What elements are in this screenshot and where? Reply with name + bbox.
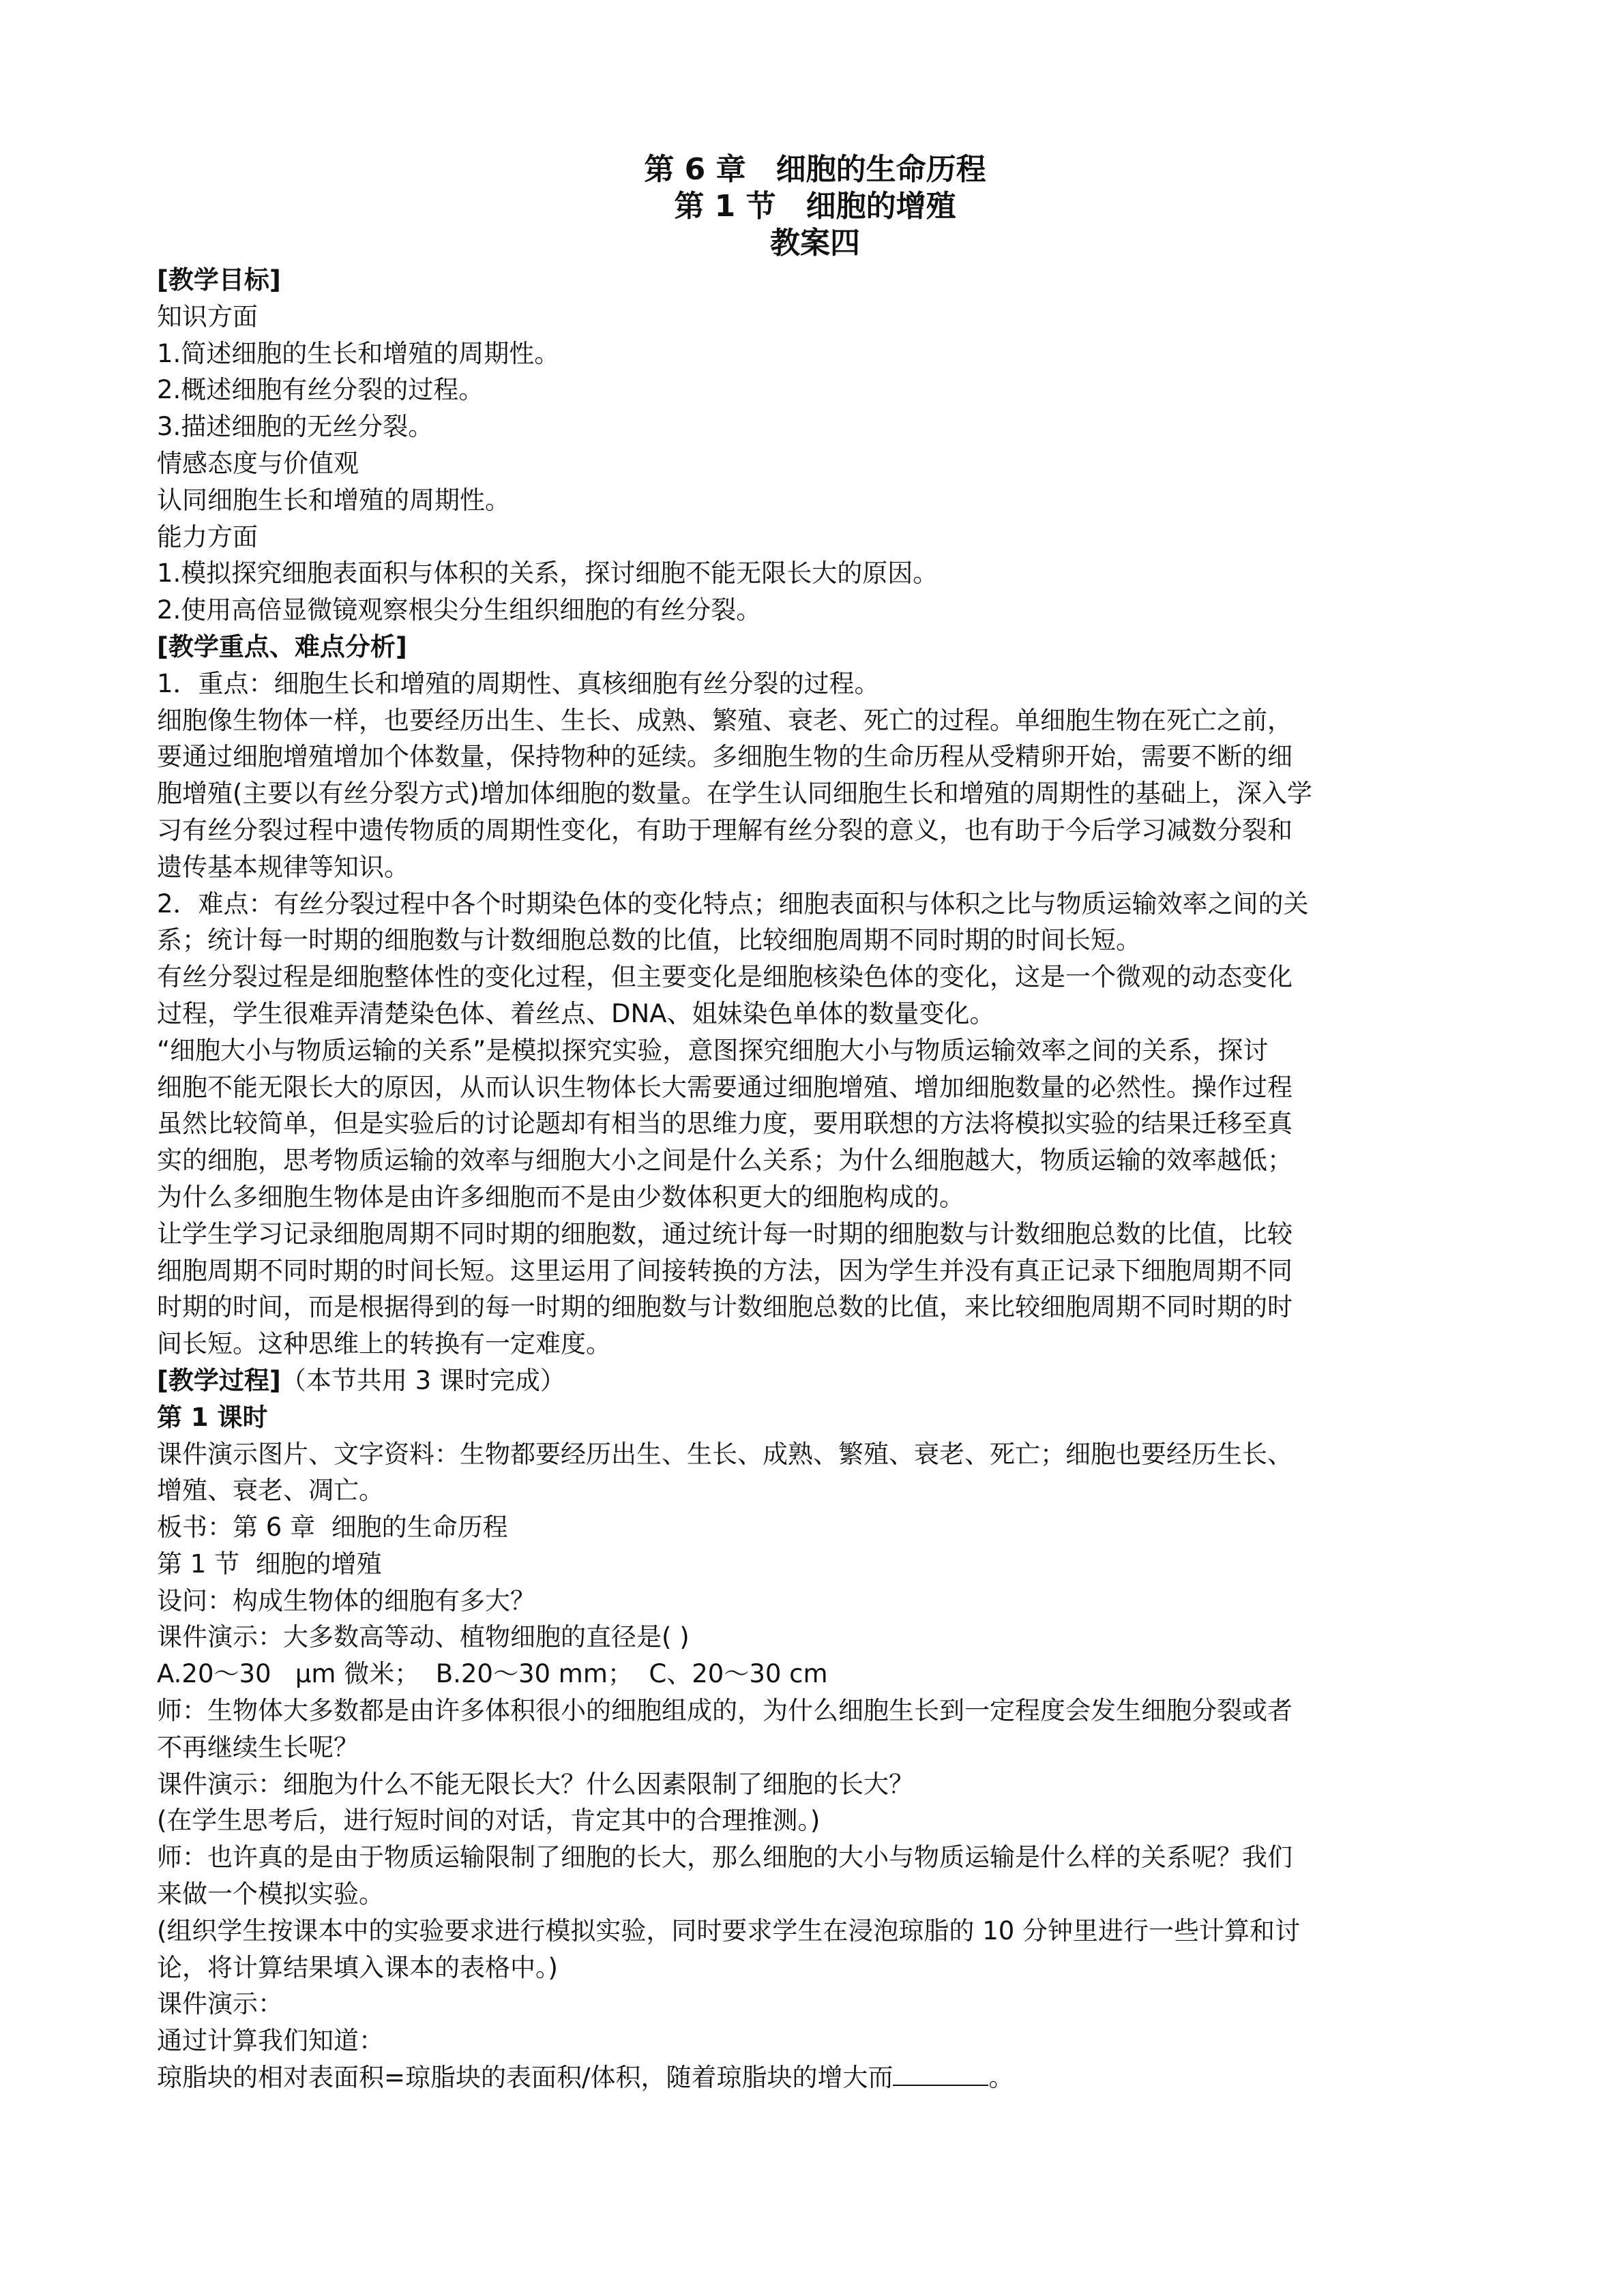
key-point-text-line: 习有丝分裂过程中遗传物质的周期性变化，有助于理解有丝分裂的意义，也有助于今后学习减数分裂和	[157, 815, 1293, 845]
process-line: 课件演示图片、文字资料：生物都要经历出生、生长、成熟、繁殖、衰老、死亡；细胞也要经历生长、	[157, 1439, 1293, 1469]
difficulty-text-line: 细胞周期不同时期的时间长短。这里运用了间接转换的方法，因为学生并没有真正记录下细胞周期不同	[157, 1255, 1293, 1285]
process-line: 设问：构成生物体的细胞有多大？	[157, 1585, 535, 1615]
ability-item: 2.使用高倍显微镜观察根尖分生组织细胞的有丝分裂。	[157, 595, 762, 625]
process-line: (组织学生按课本中的实验要求进行模拟实验，同时要求学生在浸泡琼脂的 10 分钟里进行一些计算和讨	[157, 1915, 1301, 1945]
process-line: 第 1 节 细胞的增殖	[157, 1549, 382, 1579]
document-page	[157, 151, 1473, 2096]
difficulty-text-line: 虽然比较简单，但是实验后的讨论题却有相当的思维力度，要用联想的方法将模拟实验的结果迁移至真	[157, 1109, 1293, 1139]
objectives-heading: [教学目标]	[157, 265, 281, 295]
process-line: 增殖、衰老、凋亡。	[157, 1476, 384, 1506]
difficulty-text-line: 为什么多细胞生物体是由许多细胞而不是由少数体积更大的细胞构成的。	[157, 1182, 964, 1212]
chapter-title: 第 6 章 细胞的生命历程	[644, 152, 986, 187]
process-line: 师：生物体大多数都是由许多体积很小的细胞组成的，为什么细胞生长到一定程度会发生细胞分裂或者	[157, 1696, 1293, 1726]
analysis-heading: [教学重点、难点分析]	[157, 631, 407, 661]
process-heading: [教学过程]	[157, 1365, 281, 1395]
last-line-suffix: 。	[988, 2063, 1014, 2093]
process-line: A.20～30 μm 微米； B.20～30 mm； C、20～30 cm	[157, 1659, 828, 1689]
lesson-1-heading: 第 1 课时	[157, 1402, 268, 1432]
key-point-text-line: 遗传基本规律等知识。	[157, 852, 409, 882]
emotion-heading: 情感态度与价值观	[157, 448, 359, 478]
document-body	[157, 262, 1473, 2096]
difficulty-line: 系；统计每一时期的细胞数与计数细胞总数的比值，比较细胞周期不同时期的时间长短。	[157, 925, 1141, 955]
emotion-item: 认同细胞生长和增殖的周期性。	[157, 485, 510, 515]
process-line: 师：也许真的是由于物质运输限制了细胞的长大，那么细胞的大小与物质运输是什么样的关系呢？我们	[157, 1843, 1293, 1873]
difficulty-text-line: 让学生学习记录细胞周期不同时期的细胞数，通过统计每一时期的细胞数与计数细胞总数的比值，比较	[157, 1219, 1293, 1249]
difficulty-text-line: 有丝分裂过程是细胞整体性的变化过程，但主要变化是细胞核染色体的变化，这是一个微观的动态变化	[157, 962, 1293, 992]
process-heading-note: （本节共用 3 课时完成）	[280, 1365, 565, 1395]
key-point-text-line: 胞增殖(主要以有丝分裂方式)增加体细胞的数量。在学生认同细胞生长和增殖的周期性的基础上，深入学	[157, 779, 1312, 809]
difficulty-text-line: 过程，学生很难弄清楚染色体、着丝点、DNA、姐妹染色单体的数量变化。	[157, 998, 995, 1028]
process-line: 课件演示：细胞为什么不能无限长大？什么因素限制了细胞的长大？	[157, 1769, 914, 1799]
knowledge-heading: 知识方面	[157, 301, 258, 331]
knowledge-item: 1.简述细胞的生长和增殖的周期性。	[157, 338, 560, 368]
knowledge-item: 3.描述细胞的无丝分裂。	[157, 412, 434, 442]
knowledge-item: 2.概述细胞有丝分裂的过程。	[157, 375, 484, 405]
process-heading-line	[157, 1362, 1473, 1399]
last-line-prefix: 琼脂块的相对表面积=琼脂块的表面积/体积，随着琼脂块的增大而	[157, 2063, 894, 2093]
process-line: 板书：第 6 章 细胞的生命历程	[157, 1512, 508, 1542]
lesson-plan-title: 教案四	[770, 226, 860, 260]
difficulty-text-line: 时期的时间，而是根据得到的每一时期的细胞数与计数细胞总数的比值，来比较细胞周期不同时期的时	[157, 1292, 1293, 1322]
difficulty-line: 2．难点：有丝分裂过程中各个时期染色体的变化特点；细胞表面积与体积之比与物质运输效率之间的关	[157, 889, 1309, 919]
process-last-line	[157, 2059, 1473, 2096]
difficulty-text-line: 细胞不能无限长大的原因，从而认识生物体长大需要通过细胞增殖、增加细胞数量的必然性。操作过程	[157, 1072, 1293, 1102]
title-block	[157, 151, 1473, 262]
key-point-text-line: 细胞像生物体一样，也要经历出生、生长、成熟、繁殖、衰老、死亡的过程。单细胞生物在死亡之前，	[157, 705, 1293, 735]
ability-item: 1.模拟探究细胞表面积与体积的关系，探讨细胞不能无限长大的原因。	[157, 558, 939, 588]
process-line: (在学生思考后，进行短时间的对话，肯定其中的合理推测。)	[157, 1806, 821, 1836]
difficulty-text-line: 实的细胞，思考物质运输的效率与细胞大小之间是什么关系；为什么细胞越大，物质运输的效率越低；	[157, 1146, 1293, 1176]
process-line: 来做一个模拟实验。	[157, 1879, 384, 1909]
process-line: 课件演示：大多数高等动、植物细胞的直径是( )	[157, 1622, 690, 1652]
process-line: 通过计算我们知道：	[157, 2026, 384, 2056]
process-line: 不再继续生长呢？	[157, 1732, 359, 1762]
key-point: 1．重点：细胞生长和增殖的周期性、真核细胞有丝分裂的过程。	[157, 668, 880, 698]
key-point-text-line: 要通过细胞增殖增加个体数量，保持物种的延续。多细胞生物的生命历程从受精卵开始，需要不断的细	[157, 742, 1293, 772]
difficulty-text-line: 间长短。这种思维上的转换有一定难度。	[157, 1329, 611, 1359]
fill-in-blank	[893, 2064, 988, 2086]
section-title: 第 1 节 细胞的增殖	[674, 189, 956, 224]
process-line: 课件演示：	[157, 1989, 283, 2019]
process-line: 论，将计算结果填入课本的表格中。)	[157, 1952, 558, 1982]
difficulty-text-line: “细胞大小与物质运输的关系”是模拟探究实验，意图探究细胞大小与物质运输效率之间的关系，探讨	[157, 1035, 1269, 1065]
ability-heading: 能力方面	[157, 522, 258, 552]
